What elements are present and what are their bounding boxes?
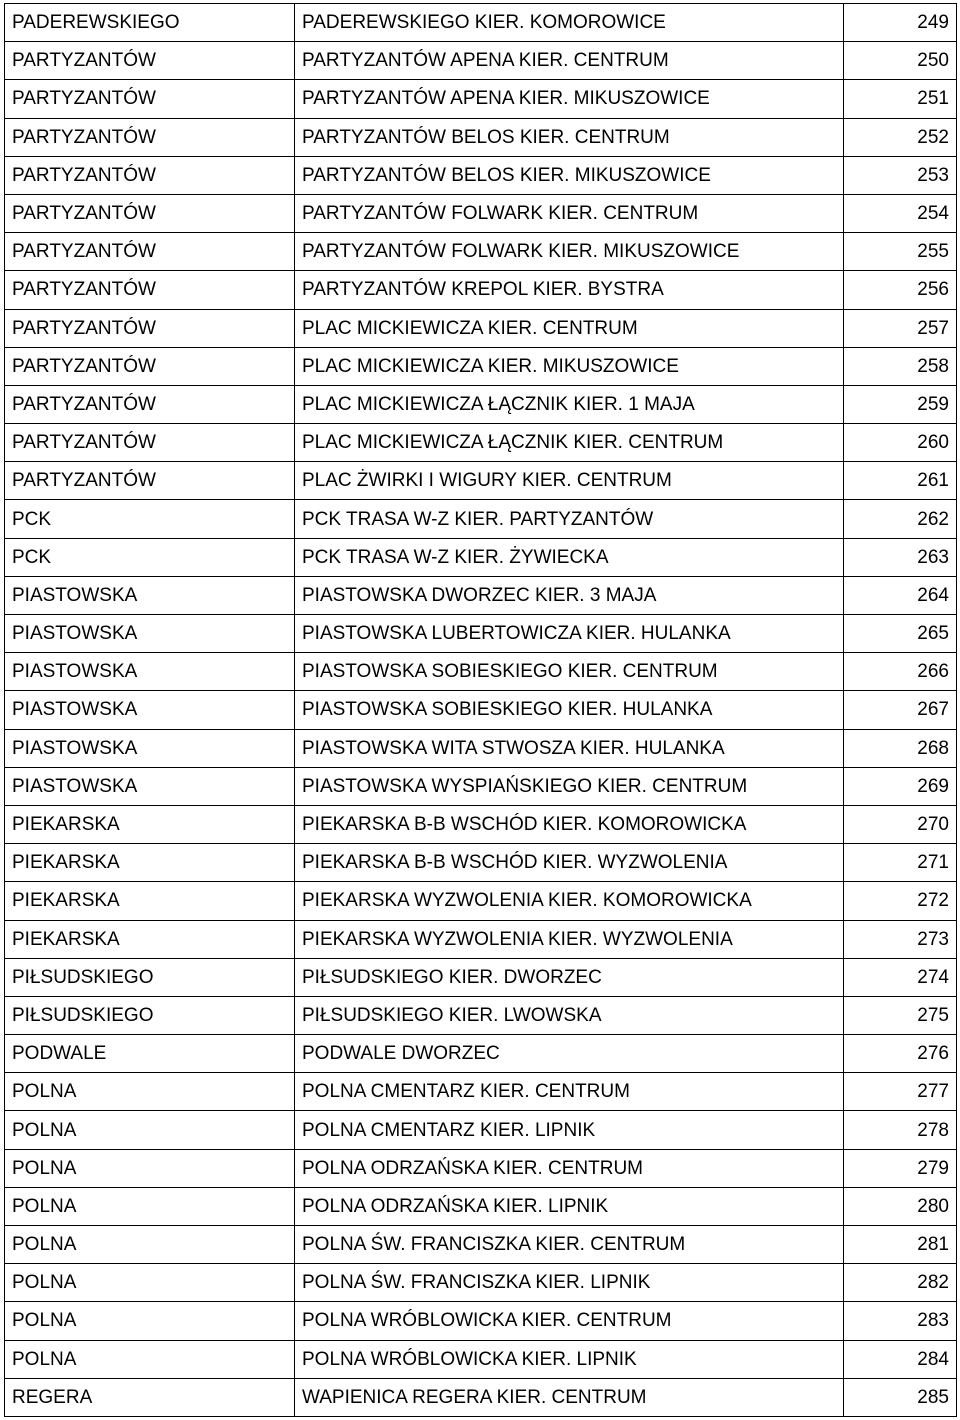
table-row [5, 615, 957, 653]
street-cell: PIŁSUDSKIEGO [5, 996, 295, 1034]
stop-number-cell: 285 [844, 1378, 957, 1416]
stop-number-cell: 262 [844, 500, 957, 538]
stop-number-cell: 253 [844, 156, 957, 194]
table-row [5, 1149, 957, 1187]
street-cell: POLNA [5, 1302, 295, 1340]
stop-name-cell: POLNA CMENTARZ KIER. CENTRUM [295, 1073, 844, 1111]
table-row [5, 194, 957, 232]
stop-number-cell: 266 [844, 653, 957, 691]
street-cell: POLNA [5, 1226, 295, 1264]
table-row [5, 805, 957, 843]
street-cell: POLNA [5, 1187, 295, 1225]
street-cell: PIŁSUDSKIEGO [5, 958, 295, 996]
table-row [5, 462, 957, 500]
table-row [5, 424, 957, 462]
stop-number-cell: 259 [844, 385, 957, 423]
bus-stop-table [4, 3, 957, 1417]
street-cell: PIASTOWSKA [5, 653, 295, 691]
street-cell: PIASTOWSKA [5, 729, 295, 767]
stop-name-cell: PIEKARSKA B-B WSCHÓD KIER. KOMOROWICKA [295, 805, 844, 843]
street-cell: PIASTOWSKA [5, 576, 295, 614]
street-cell: REGERA [5, 1378, 295, 1416]
stop-name-cell: POLNA ŚW. FRANCISZKA KIER. CENTRUM [295, 1226, 844, 1264]
table-row [5, 42, 957, 80]
stop-name-cell: PLAC MICKIEWICZA ŁĄCZNIK KIER. 1 MAJA [295, 385, 844, 423]
stop-name-cell: PLAC MICKIEWICZA ŁĄCZNIK KIER. CENTRUM [295, 424, 844, 462]
street-cell: PARTYZANTÓW [5, 194, 295, 232]
table-row [5, 653, 957, 691]
street-cell: PIASTOWSKA [5, 691, 295, 729]
stop-number-cell: 284 [844, 1340, 957, 1378]
stop-name-cell: PIASTOWSKA WYSPIAŃSKIEGO KIER. CENTRUM [295, 767, 844, 805]
stop-name-cell: PODWALE DWORZEC [295, 1035, 844, 1073]
street-cell: PIASTOWSKA [5, 767, 295, 805]
table-row [5, 385, 957, 423]
street-cell: PADEREWSKIEGO [5, 4, 295, 42]
street-cell: PIASTOWSKA [5, 615, 295, 653]
street-cell: PARTYZANTÓW [5, 462, 295, 500]
street-cell: PARTYZANTÓW [5, 309, 295, 347]
street-cell: PARTYZANTÓW [5, 80, 295, 118]
street-cell: POLNA [5, 1149, 295, 1187]
stop-number-cell: 258 [844, 347, 957, 385]
table-row [5, 996, 957, 1034]
stop-number-cell: 256 [844, 271, 957, 309]
street-cell: POLNA [5, 1264, 295, 1302]
table-row [5, 309, 957, 347]
stop-name-cell: PIEKARSKA WYZWOLENIA KIER. KOMOROWICKA [295, 882, 844, 920]
stop-number-cell: 255 [844, 233, 957, 271]
table-row [5, 4, 957, 42]
stop-name-cell: PARTYZANTÓW BELOS KIER. CENTRUM [295, 118, 844, 156]
stop-number-cell: 252 [844, 118, 957, 156]
stop-name-cell: PLAC MICKIEWICZA KIER. CENTRUM [295, 309, 844, 347]
stop-name-cell: PIEKARSKA B-B WSCHÓD KIER. WYZWOLENIA [295, 844, 844, 882]
stop-number-cell: 273 [844, 920, 957, 958]
stop-name-cell: PIASTOWSKA WITA STWOSZA KIER. HULANKA [295, 729, 844, 767]
table-row [5, 920, 957, 958]
street-cell: PIEKARSKA [5, 805, 295, 843]
stop-name-cell: PIASTOWSKA SOBIESKIEGO KIER. CENTRUM [295, 653, 844, 691]
table-row [5, 1111, 957, 1149]
table-row [5, 1302, 957, 1340]
table-body [5, 4, 957, 1417]
table-row [5, 156, 957, 194]
stop-number-cell: 249 [844, 4, 957, 42]
table-row [5, 576, 957, 614]
street-cell: POLNA [5, 1340, 295, 1378]
street-cell: PCK [5, 538, 295, 576]
stop-number-cell: 281 [844, 1226, 957, 1264]
stop-number-cell: 250 [844, 42, 957, 80]
street-cell: PARTYZANTÓW [5, 156, 295, 194]
stop-name-cell: PIEKARSKA WYZWOLENIA KIER. WYZWOLENIA [295, 920, 844, 958]
table-row [5, 1226, 957, 1264]
table-row [5, 118, 957, 156]
table-row [5, 958, 957, 996]
stop-number-cell: 282 [844, 1264, 957, 1302]
stop-number-cell: 268 [844, 729, 957, 767]
street-cell: PARTYZANTÓW [5, 271, 295, 309]
stop-number-cell: 251 [844, 80, 957, 118]
table-row [5, 1035, 957, 1073]
table-row [5, 233, 957, 271]
stop-number-cell: 263 [844, 538, 957, 576]
table-row [5, 271, 957, 309]
stop-number-cell: 265 [844, 615, 957, 653]
table-row [5, 767, 957, 805]
stop-number-cell: 254 [844, 194, 957, 232]
street-cell: POLNA [5, 1111, 295, 1149]
table-row [5, 691, 957, 729]
street-cell: PARTYZANTÓW [5, 347, 295, 385]
stop-number-cell: 274 [844, 958, 957, 996]
street-cell: PARTYZANTÓW [5, 385, 295, 423]
stop-number-cell: 267 [844, 691, 957, 729]
table-row [5, 844, 957, 882]
stop-name-cell: PIŁSUDSKIEGO KIER. DWORZEC [295, 958, 844, 996]
stop-number-cell: 278 [844, 1111, 957, 1149]
stop-name-cell: POLNA ŚW. FRANCISZKA KIER. LIPNIK [295, 1264, 844, 1302]
stop-number-cell: 260 [844, 424, 957, 462]
stop-name-cell: POLNA WRÓBLOWICKA KIER. CENTRUM [295, 1302, 844, 1340]
table-row [5, 729, 957, 767]
stop-name-cell: PCK TRASA W-Z KIER. ŻYWIECKA [295, 538, 844, 576]
stop-number-cell: 272 [844, 882, 957, 920]
street-cell: PARTYZANTÓW [5, 118, 295, 156]
stop-name-cell: PARTYZANTÓW BELOS KIER. MIKUSZOWICE [295, 156, 844, 194]
table-row [5, 1187, 957, 1225]
stop-name-cell: PARTYZANTÓW FOLWARK KIER. MIKUSZOWICE [295, 233, 844, 271]
stop-name-cell: PIASTOWSKA SOBIESKIEGO KIER. HULANKA [295, 691, 844, 729]
table-row [5, 882, 957, 920]
stop-name-cell: PIASTOWSKA DWORZEC KIER. 3 MAJA [295, 576, 844, 614]
table-row [5, 1264, 957, 1302]
street-cell: PARTYZANTÓW [5, 233, 295, 271]
table-row [5, 1340, 957, 1378]
street-cell: PIEKARSKA [5, 844, 295, 882]
street-cell: PIEKARSKA [5, 920, 295, 958]
street-cell: POLNA [5, 1073, 295, 1111]
stop-number-cell: 275 [844, 996, 957, 1034]
table-row [5, 80, 957, 118]
stop-name-cell: PARTYZANTÓW APENA KIER. MIKUSZOWICE [295, 80, 844, 118]
stop-name-cell: POLNA ODRZAŃSKA KIER. LIPNIK [295, 1187, 844, 1225]
stop-name-cell: PARTYZANTÓW APENA KIER. CENTRUM [295, 42, 844, 80]
stop-name-cell: POLNA CMENTARZ KIER. LIPNIK [295, 1111, 844, 1149]
stop-number-cell: 271 [844, 844, 957, 882]
table-row [5, 1378, 957, 1416]
stop-name-cell: PARTYZANTÓW KREPOL KIER. BYSTRA [295, 271, 844, 309]
stop-number-cell: 277 [844, 1073, 957, 1111]
stop-name-cell: POLNA ODRZAŃSKA KIER. CENTRUM [295, 1149, 844, 1187]
stop-name-cell: PARTYZANTÓW FOLWARK KIER. CENTRUM [295, 194, 844, 232]
stop-name-cell: WAPIENICA REGERA KIER. CENTRUM [295, 1378, 844, 1416]
stop-number-cell: 264 [844, 576, 957, 614]
street-cell: PARTYZANTÓW [5, 424, 295, 462]
stop-name-cell: POLNA WRÓBLOWICKA KIER. LIPNIK [295, 1340, 844, 1378]
stop-number-cell: 276 [844, 1035, 957, 1073]
stop-name-cell: PLAC ŻWIRKI I WIGURY KIER. CENTRUM [295, 462, 844, 500]
street-cell: PIEKARSKA [5, 882, 295, 920]
stop-name-cell: PCK TRASA W-Z KIER. PARTYZANTÓW [295, 500, 844, 538]
stop-number-cell: 280 [844, 1187, 957, 1225]
table-row [5, 347, 957, 385]
street-cell: PODWALE [5, 1035, 295, 1073]
street-cell: PARTYZANTÓW [5, 42, 295, 80]
table-row [5, 1073, 957, 1111]
stop-name-cell: PADEREWSKIEGO KIER. KOMOROWICE [295, 4, 844, 42]
table-row [5, 500, 957, 538]
stop-name-cell: PLAC MICKIEWICZA KIER. MIKUSZOWICE [295, 347, 844, 385]
table-row [5, 538, 957, 576]
stop-number-cell: 283 [844, 1302, 957, 1340]
stop-number-cell: 261 [844, 462, 957, 500]
stop-name-cell: PIŁSUDSKIEGO KIER. LWOWSKA [295, 996, 844, 1034]
stop-number-cell: 270 [844, 805, 957, 843]
stop-name-cell: PIASTOWSKA LUBERTOWICZA KIER. HULANKA [295, 615, 844, 653]
street-cell: PCK [5, 500, 295, 538]
stop-number-cell: 269 [844, 767, 957, 805]
stop-number-cell: 257 [844, 309, 957, 347]
stop-number-cell: 279 [844, 1149, 957, 1187]
